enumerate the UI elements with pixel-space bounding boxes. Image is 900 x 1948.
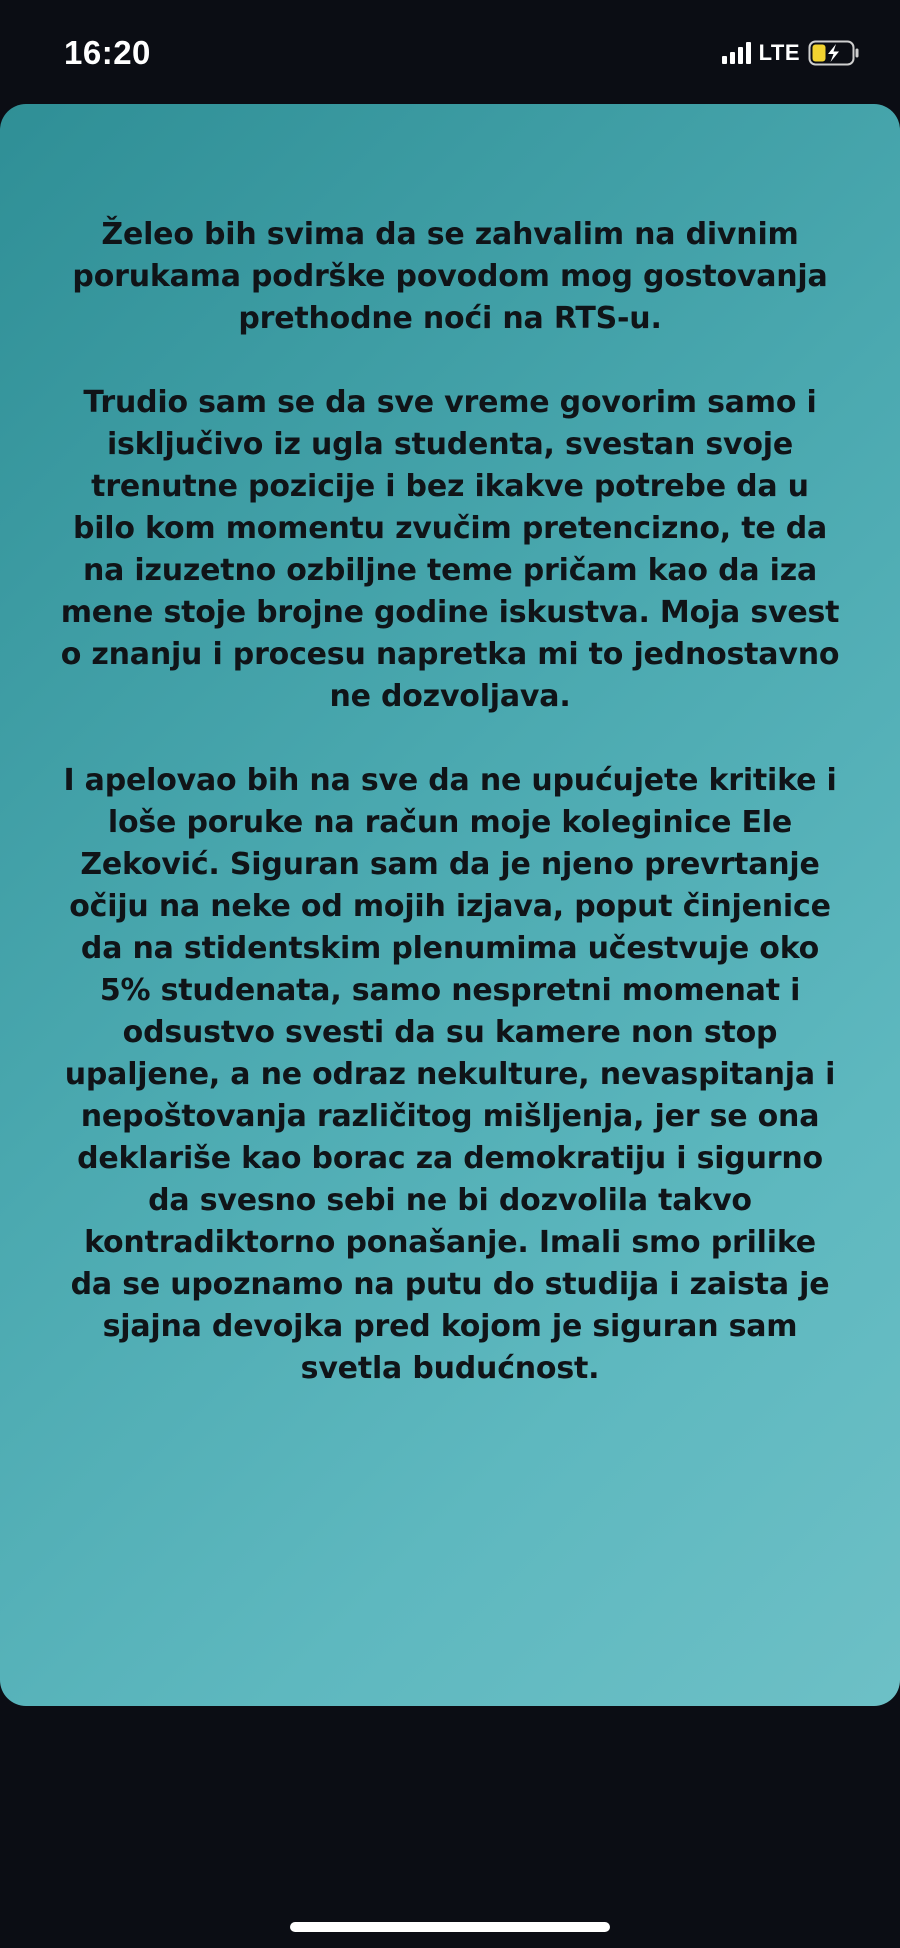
signal-bars-icon [722, 42, 751, 64]
story-paragraph-3: I apelovao bih na sve da ne upućujete kritike i loše poruke na račun moje koleginice Ele Zeković. Siguran sam da je njeno prevrtanje očiju na neke od mojih izjava, poput činjenice da na stidentskim plenumima učestvuje oko 5% studenata, samo nespretni momenat i odsustvo svesti da su kamere non stop upaljene, a ne odraz nekulture, nevaspitanja i nepoštovanja različitog mišljenja, jer se ona deklariše kao borac za demokratiju i sigurno da svesno sebi ne bi dozvolila takvo kontradiktorno ponašanje. Imali smo prilike da se upoznamo na putu do studija i zaista je sjajna devojka pred kojom je siguran sam svetla budućnost. [63, 763, 837, 1386]
story-card[interactable] [0, 104, 900, 1706]
story-paragraph-2: Trudio sam se da sve vreme govorim samo i isključivo iz ugla studenta, svestan svoje trenutne pozicije i bez ikakve potrebe da u bilo kom momentu zvučim pretencizno, te da na izuzetno ozbiljne teme pričam kao da iza mene stoje brojne godine iskustva. Moja svest o znanju i procesu napretka mi to jednostavno ne dozvoljava. [60, 385, 840, 714]
battery-charging-icon [808, 40, 860, 66]
story-paragraph-1: Želeo bih svima da se zahvalim na divnim porukama podrške povodom mog gostovanja prethodne noći na RTS-u. [72, 217, 828, 336]
network-type-label: LTE [758, 40, 800, 65]
story-text [60, 214, 840, 1432]
home-indicator[interactable] [290, 1922, 610, 1932]
status-bar [0, 0, 900, 104]
status-icons [722, 40, 860, 66]
status-time: 16:20 [64, 34, 151, 71]
